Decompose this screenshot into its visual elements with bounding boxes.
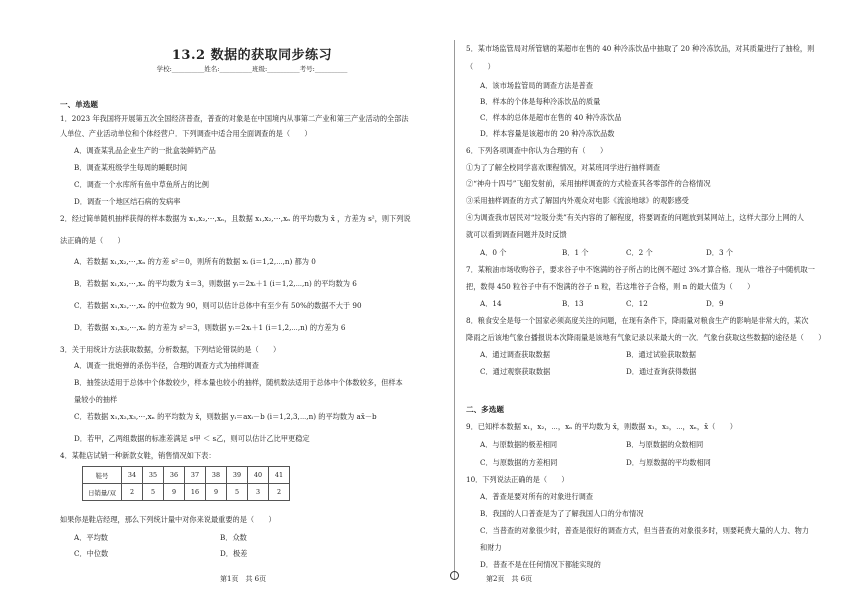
- table-header-label: 鞋号: [83, 467, 122, 484]
- text-line: D．极差: [220, 549, 248, 558]
- text-line: A．调查某乳品企业生产的一批盒装鲜奶产品: [74, 146, 216, 155]
- text-line: D．样本容量是该超市的 20 种冷冻饮品数: [480, 129, 615, 138]
- text-line: ④为调查我市居民对“垃圾分类”有关内容的了解程度，将要调查的问题放到某网站上，这样大部分上网的人: [466, 213, 804, 222]
- text-line: 法正确的是（ ）: [60, 236, 125, 245]
- text-line: 9．已知样本数据 x₁，x₂，⋯，xₙ 的平均数为 x̄，则数据 x₁，x₂，⋯，xₙ，x̄（ ）: [466, 422, 737, 431]
- text-line: B．调查某班级学生每周的睡眠时间: [74, 163, 188, 172]
- text-line: A．与原数据的极差相同: [480, 440, 558, 449]
- text-line: 10．下列说法正确的是（ ）: [466, 475, 569, 484]
- page-divider: [454, 40, 455, 580]
- table-cell: 5: [227, 484, 248, 501]
- table-cell: 2: [122, 484, 143, 501]
- text-line: 人单位、产业活动单位和个体经营户．下列调查中适合用全面调查的是（ ）: [60, 129, 312, 138]
- table-cell: 9: [164, 484, 185, 501]
- text-line: B．若数据 x₁,x₂,⋯,xₙ 的平均数为 x̄＝3，则数据 yᵢ＝2xᵢ＋1 (i＝1,2,⋯,n) 的平均数为 6: [74, 279, 357, 288]
- text-line: C．通过观察获取数据: [480, 367, 551, 376]
- text-line: 4．某鞋店试销一种新款女鞋，销售情况如下表：: [60, 451, 216, 460]
- text-line: 如果你是鞋店经理，那么下列统计量中对你来说最重要的是（ ）: [60, 515, 276, 524]
- table-cell: 36: [164, 467, 185, 484]
- student-info-line: 学校:__________姓名:__________班级:__________考号:__________: [156, 65, 348, 73]
- text-line: D．9: [706, 299, 724, 308]
- text-line: 8．粮食安全是每一个国家必须高度关注的问题，在现有条件下，降雨量对粮食生产的影响是非常大的，某次: [466, 316, 809, 325]
- table-cell: 16: [185, 484, 206, 501]
- text-line: A．0 个: [480, 248, 507, 257]
- text-line: 把，数得 450 粒谷子中有不饱满的谷子 n 粒，若这堆谷子合格，则 n 的最大值为（ ）: [466, 282, 755, 291]
- binding-hole-icon: [450, 571, 459, 580]
- right-page: [466, 0, 838, 608]
- text-line: C．当普查的对象很少时，普查是很好的调查方式，但当普查的对象很多时，则要耗费大量的人力、物力: [480, 526, 809, 535]
- text-line: C．2 个: [626, 248, 653, 257]
- text-line: B．我国的人口普查是为了了解我国人口的分布情况: [480, 509, 644, 518]
- text-line: 6．下列各项调查中你认为合理的有（ ）: [466, 146, 608, 155]
- text-line: D．通过查询获得数据: [626, 367, 697, 376]
- text-line: C．与原数据的方差相同: [480, 458, 558, 467]
- text-line: B．众数: [220, 533, 247, 542]
- text-line: （ ）: [466, 62, 495, 71]
- text-line: D．若甲，乙两组数据的标准差满足 s甲 ＜ s乙，则可以估计乙比甲更稳定: [74, 434, 310, 443]
- table-cell: 40: [248, 467, 269, 484]
- table-cell: 39: [227, 467, 248, 484]
- text-line: A．14: [480, 299, 502, 308]
- table-cell: 2: [269, 484, 290, 501]
- text-line: D．调查一个地区结石病的发病率: [74, 197, 181, 206]
- text-line: 5．某市场监管局对所管辖的某超市在售的 40 种冷冻饮品中抽取了 20 种冷冻饮品，对其质量进行了抽检，则: [466, 44, 815, 53]
- text-line: A．该市场监管局的调查方法是普查: [480, 81, 594, 90]
- text-line: C．若数据 x₁,x₂,⋯,xₙ 的中位数为 90，则可以估计总体中有至少有 50%的数据不大于 90: [74, 301, 362, 310]
- text-line: ③采用抽样调查的方式了解国内外观众对电影《流浪地球》的观影感受: [466, 196, 689, 205]
- text-line: B．与原数据的众数相同: [626, 440, 704, 449]
- text-line: D．与原数据的平均数相同: [626, 458, 711, 467]
- text-line: B．样本的个体是每种冷冻饮品的质量: [480, 97, 601, 106]
- text-line: C．调查一个水库所有鱼中草鱼所占的比例: [74, 180, 209, 189]
- table-cell: 9: [206, 484, 227, 501]
- section-heading: 一、单选题: [60, 100, 98, 109]
- text-line: D．普查不是在任何情况下都能实现的: [480, 560, 601, 569]
- text-line: D．若数据 x₁,x₂,⋯,xₙ 的方差为 s²＝3，则数据 yᵢ＝2xᵢ＋1 (i＝1,2,⋯,n) 的方差为 6: [74, 323, 346, 332]
- table-cell: 35: [143, 467, 164, 484]
- text-line: A．平均数: [74, 533, 108, 542]
- text-line: ①为了了解全校同学喜欢课程情况，对某班同学进行抽样调查: [466, 163, 661, 172]
- text-line: B．通过试验获取数据: [626, 350, 696, 359]
- text-line: C．样本的总体是超市在售的 40 种冷冻饮品: [480, 113, 622, 122]
- table-cell: 37: [185, 467, 206, 484]
- text-line: B．13: [562, 299, 584, 308]
- text-line: 量较小的抽样: [74, 395, 118, 404]
- section-heading: 二、多选题: [466, 405, 504, 414]
- table-cell: 38: [206, 467, 227, 484]
- table-cell: 3: [248, 484, 269, 501]
- text-line: C．中位数: [74, 549, 109, 558]
- table-cell: 5: [143, 484, 164, 501]
- page-number-right: 第2页 共 6页: [486, 575, 533, 583]
- text-line: A．若数据 x₁,x₂,⋯,xₙ 的方差 s²＝0，则所有的数据 xᵢ (i＝1,2,⋯,n) 都为 0: [74, 257, 316, 266]
- text-line: B．1 个: [562, 248, 589, 257]
- text-line: A．普查是要对所有的对象进行调查: [480, 492, 594, 501]
- text-line: 1．2023 年我国将开展第五次全国经济普查，普查的对象是在中国境内从事第二产业和第三产业活动的全部法: [60, 114, 409, 123]
- text-line: 2．经过简单随机抽样获得的样本数据为 x₁,x₂,⋯,xₙ，且数据 x₁,x₂,⋯,xₙ 的平均数为 x̄ ，方差为 s²，则下列说: [60, 214, 411, 223]
- text-line: D．3 个: [706, 248, 733, 257]
- text-line: 3．关于用统计方法获取数据，分析数据，下列结论错误的是（ ）: [60, 345, 281, 354]
- left-page: [60, 0, 444, 608]
- text-line: B．抽签法适用于总体中个体数较少，样本量也较小的抽样，随机数法适用于总体中个体数较多，但样本: [74, 378, 403, 387]
- table-cell: 34: [122, 467, 143, 484]
- text-line: C．12: [626, 299, 648, 308]
- text-line: C．若数据 x₁,x₂,x₃,⋯,xₙ 的平均数为 x̄，则数据 yᵢ＝axᵢ－b (i＝1,2,3,⋯,n) 的平均数为 ax̄－b: [74, 412, 377, 421]
- text-line: 就可以看到调查问题并及时反馈: [466, 230, 567, 239]
- text-line: 和财力: [480, 543, 502, 552]
- page-number-left: 第1页 共 6页: [220, 575, 267, 583]
- table-cell: 41: [269, 467, 290, 484]
- shoe-sales-table: [82, 466, 290, 501]
- text-line: 降雨之后该地气象台播报说本次降雨量是该地有气象记录以来最大的一次．气象台获取这些数据的途径是（ ）: [466, 333, 826, 342]
- table-row: [83, 484, 290, 501]
- table-row: [83, 467, 290, 484]
- page-title: 13.2 数据的获取同步练习: [171, 48, 333, 63]
- text-line: A．通过调查获取数据: [480, 350, 550, 359]
- text-line: ②“神舟十四号”飞船发射前，采用抽样调查的方式检查其各零部件的合格情况: [466, 179, 711, 188]
- text-line: 7．某粮油市场收购谷子，要求谷子中不饱满的谷子所占的比例不超过 3%才算合格．现从一堆谷子中随机取一: [466, 265, 815, 274]
- text-line: A．调查一批炮弹的杀伤半径，合理的调查方式为抽样调查: [74, 361, 259, 370]
- table-row-label: 日销量/双: [83, 484, 122, 501]
